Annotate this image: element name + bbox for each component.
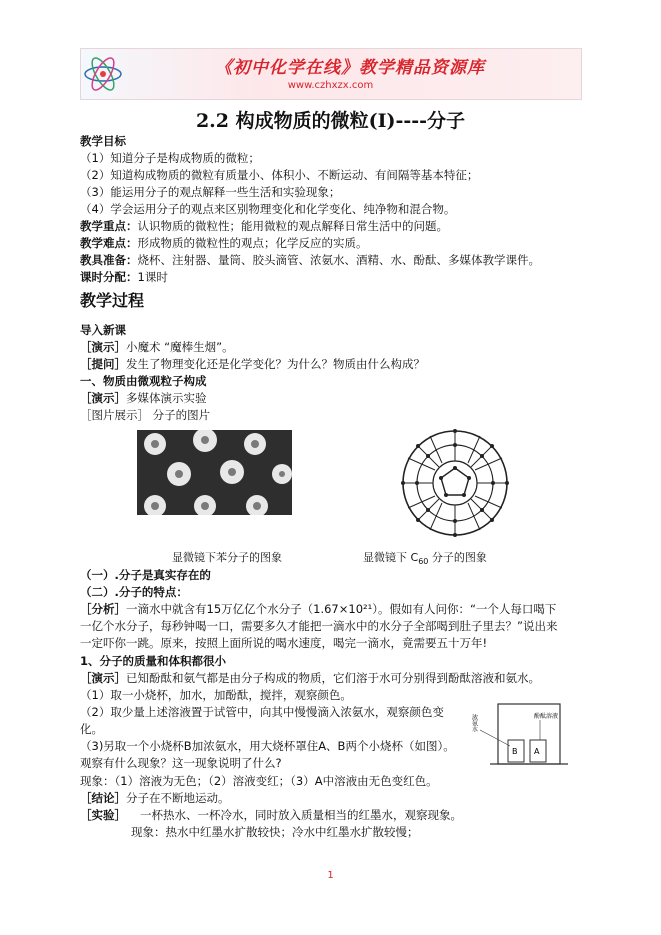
banner-title: 《初中化学在线》教学精品资源库: [215, 58, 485, 78]
demo1-text: 小魔术 “魔棒生烟”。: [126, 340, 234, 354]
step2-line: （2）取少量上述溶液置于试管中，向其中慢慢滴入浓氨水，观察颜色变化。: [80, 705, 444, 736]
difficulty-label: 教学难点：: [80, 236, 138, 250]
demo2-text: 多媒体演示实验: [126, 391, 207, 405]
ask-label: ［提问］: [80, 357, 126, 371]
hours-text: 1课时: [137, 270, 168, 284]
goal-item: （4）学会运用分子的观点来区别物理变化和化学变化、纯净物和混合物。: [80, 202, 456, 216]
process-heading: 教学过程: [80, 291, 145, 310]
subsection-1: （一）.分子是真实存在的: [80, 568, 211, 582]
demo2-line: [80, 390, 207, 407]
goals-heading: 教学目标: [80, 134, 126, 148]
phenomenon-line: 现象：（1）溶液为无色；（2）溶液变红；（3）A中溶液由无色变红色。: [80, 774, 438, 788]
goal-item: （1）知道分子是构成物质的微粒；: [80, 151, 260, 165]
demo1-line: [80, 339, 234, 356]
goal-item: （3）能运用分子的观点解释一些生活和实验现象；: [80, 185, 341, 199]
conclusion-label: ［结论］: [80, 791, 126, 805]
page-title: 2.2 构成物质的微粒(Ⅰ)----分子: [195, 110, 466, 132]
figure-label-phenolphthalein: 酚酞溶液: [534, 713, 559, 720]
conclusion-line: [80, 790, 230, 807]
ask-text: 发生了物理变化还是化学变化？为什么？物质由什么构成？: [126, 357, 425, 371]
section1-heading: 一、物质由微观粒子构成: [80, 374, 207, 388]
c60-molecule-image: [400, 428, 510, 538]
subsection-2: （二）.分子的特点：: [80, 585, 188, 599]
c60-caption-a: 显微镜下 C: [363, 551, 419, 564]
demo3-text: 已知酚酞和氨气都是由分子构成的物质，它们溶于水可分别得到酚酞溶液和氨水。: [126, 671, 540, 685]
experiment-label: ［实验］: [80, 808, 126, 822]
demo1-label: ［演示］: [80, 340, 126, 354]
tools-line: [80, 252, 540, 269]
figure-label-ammonia: 浓氨水: [470, 714, 478, 732]
demo2-label: ［演示］: [80, 391, 126, 405]
figure-label-b: B: [512, 747, 518, 756]
benzene-molecule-image: [137, 430, 292, 515]
analysis-text: 一滴水中就含有15万亿亿个水分子（1.67×10²¹）。假如有人问你：“一个人每口喝下一亿个水分子，每秒钟喝一口，需要多久才能把一滴水中的水分子全部喝到肚子里去？”说出来一定吓你一跳。原来，按照上面所说的喝水速度，喝完一滴水，竟需要五十万年!: [80, 602, 558, 650]
demo3-label: ［演示］: [80, 671, 126, 685]
analysis-label: ［分析］: [80, 602, 126, 616]
benzene-caption: 显微镜下苯分子的图象: [172, 551, 282, 564]
goal-item: （2）知道构成物质的微粒有质量小、体积小、不断运动、有间隔等基本特征；: [80, 168, 479, 182]
intro-heading: 导入新课: [80, 323, 126, 337]
c60-caption-sub: 60: [418, 557, 429, 567]
tools-text: 烧杯、注射器、量筒、胶头滴管、浓氨水、酒精、水、酚酞、多媒体教学课件。: [137, 253, 540, 267]
banner-url: www.czhxzx.com: [287, 80, 374, 91]
step3-line: （3)另取一个小烧杯B加浓氨水，用大烧杯罩住A、B两个小烧杯（如图）。观察有什么现象？这一现象说明了什么?: [80, 739, 455, 770]
c60-caption: [363, 549, 487, 566]
point1-heading: 1、分子的质量和体积都很小: [80, 654, 227, 668]
page-number: 1: [327, 870, 334, 881]
ask-line: [80, 356, 425, 373]
key-text: 认识物质的微粒性；能用微粒的观点解释日常生活中的问题。: [137, 219, 448, 233]
analysis-paragraph: [80, 601, 560, 652]
demo3-line: [80, 670, 540, 687]
tools-label: 教具准备：: [80, 253, 138, 267]
hours-label: 课时分配：: [80, 270, 138, 284]
beaker-experiment-figure: [470, 700, 590, 770]
difficulty-line: [80, 235, 368, 252]
difficulty-text: 形成物质的微粒性的观点；化学反应的实质。: [137, 236, 368, 250]
experiment-phenomenon: 现象：热水中红墨水扩散较快；冷水中红墨水扩散较慢；: [131, 825, 419, 839]
experiment-text: 一杯热水、一杯冷水，同时放入质量相当的红墨水，观察现象。: [140, 808, 462, 822]
figure-label-a: A: [534, 747, 540, 756]
c60-caption-b: 分子的图象: [428, 551, 487, 564]
key-points-line: [80, 218, 448, 235]
hours-line: [80, 269, 168, 286]
conclusion-text: 分子在不断地运动。: [126, 791, 230, 805]
picture-show-line: ［图片展示］ 分子的图片: [80, 408, 211, 422]
experiment-line: [80, 807, 462, 824]
step1-line: （1）取一小烧杯，加水，加酚酞，搅拌，观察颜色。: [80, 688, 352, 702]
key-label: 教学重点：: [80, 219, 138, 233]
